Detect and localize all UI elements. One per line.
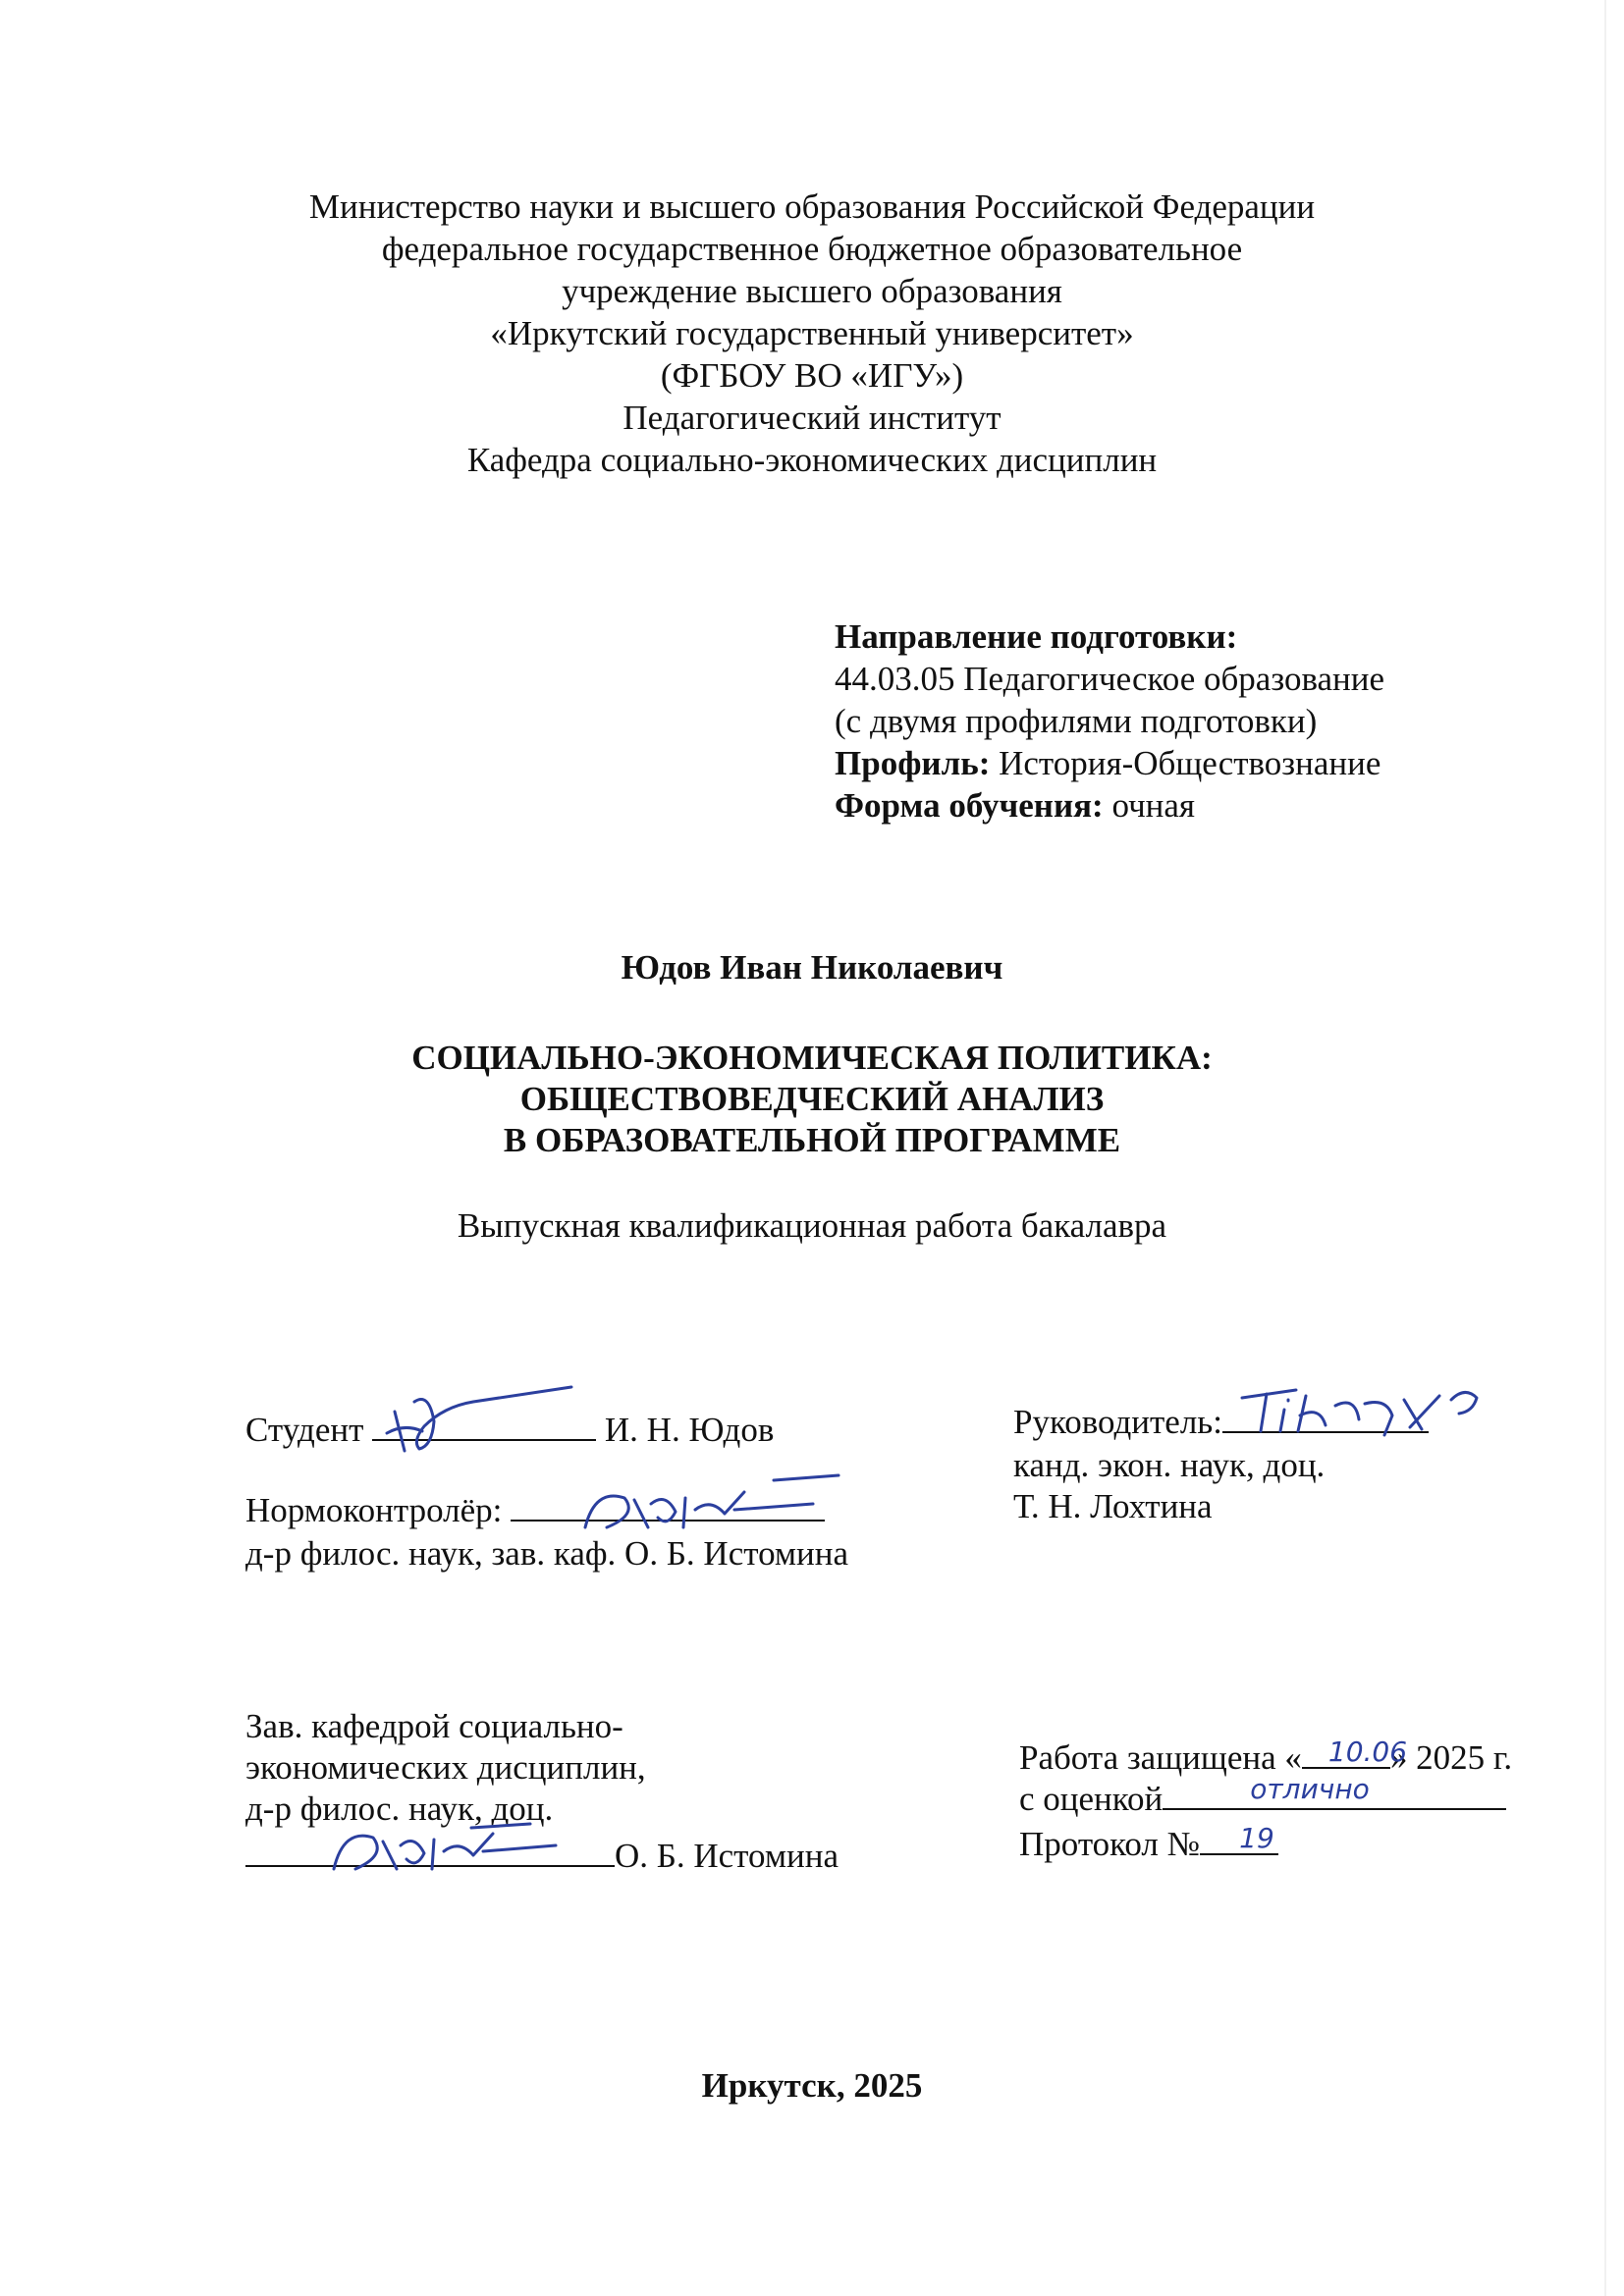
thesis-title-line-1: СОЦИАЛЬНО-ЭКОНОМИЧЕСКАЯ ПОЛИТИКА: <box>411 1039 1213 1077</box>
scan-edge <box>1604 0 1606 2296</box>
author-name: Юдов Иван Николаевич <box>621 948 1003 987</box>
thesis-title-line-2: ОБЩЕСТВОВЕДЧЕСКИЙ АНАЛИЗ <box>519 1080 1105 1118</box>
study-form-label: Форма обучения: <box>835 786 1104 825</box>
study-form-value: очная <box>1103 786 1196 825</box>
university-name: «Иркутский государственный университет» <box>490 314 1134 352</box>
direction-label: Направление подготовки: <box>835 617 1238 656</box>
profile-label: Профиль: <box>835 744 991 782</box>
defense-prefix: Работа защищена « <box>1019 1738 1302 1777</box>
department-name: Кафедра социально-экономических дисциплин <box>466 441 1158 479</box>
thesis-title-line-3: В ОБРАЗОВАТЕЛЬНОЙ ПРОГРАММЕ <box>503 1121 1121 1159</box>
supervisor-label: Руководитель: <box>1013 1403 1222 1441</box>
protocol-label: Протокол № <box>1019 1825 1201 1863</box>
grade-label: с оценкой <box>1019 1780 1164 1818</box>
head-name: О. Б. Истомина <box>615 1837 839 1875</box>
profile-line <box>835 743 1380 784</box>
head-title-line-3: д-р филос. наук, доц. <box>245 1789 554 1828</box>
supervisor-signature <box>1237 1376 1492 1445</box>
defense-suffix: » 2025 г. <box>1389 1738 1513 1777</box>
city-year: Иркутск, 2025 <box>701 2066 923 2105</box>
study-form-line <box>835 785 1195 827</box>
direction-line-2: (с двумя профилями подготовки) <box>835 702 1318 740</box>
head-signature <box>324 1812 579 1881</box>
university-type-line: федеральное государственное бюджетное образовательное <box>381 230 1243 268</box>
head-title-line-2: экономических дисциплин, <box>245 1748 646 1787</box>
institute-name: Педагогический институт <box>623 399 1001 437</box>
university-type-line-2: учреждение высшего образования <box>562 272 1062 310</box>
ministry-line: Министерство науки и высшего образования Российской Федерации <box>308 187 1316 226</box>
profile-value: История-Обществознание <box>990 744 1381 782</box>
work-type: Выпускная квалификационная работа бакалавра <box>457 1206 1167 1245</box>
student-label: Студент <box>245 1411 364 1449</box>
grade-handwritten: отлично <box>1250 1773 1370 1805</box>
student-name: И. Н. Юдов <box>604 1411 775 1449</box>
normcontrol-details: д-р филос. наук, зав. каф. О. Б. Истомина <box>245 1534 849 1573</box>
defense-date-handwritten: 10.06 <box>1327 1735 1408 1768</box>
supervisor-degree: канд. экон. наук, доц. <box>1013 1446 1326 1484</box>
supervisor-name: Т. Н. Лохтина <box>1013 1487 1213 1525</box>
normcontrol-signature <box>577 1470 852 1539</box>
normcontrol-label: Нормоконтролёр: <box>245 1491 503 1529</box>
student-signature <box>375 1382 611 1461</box>
head-title-line-1: Зав. кафедрой социально- <box>245 1707 623 1745</box>
protocol-handwritten: 19 <box>1239 1822 1274 1854</box>
university-abbr: (ФГБОУ ВО «ИГУ») <box>660 356 964 395</box>
direction-line-1: 44.03.05 Педагогическое образование <box>835 660 1385 698</box>
